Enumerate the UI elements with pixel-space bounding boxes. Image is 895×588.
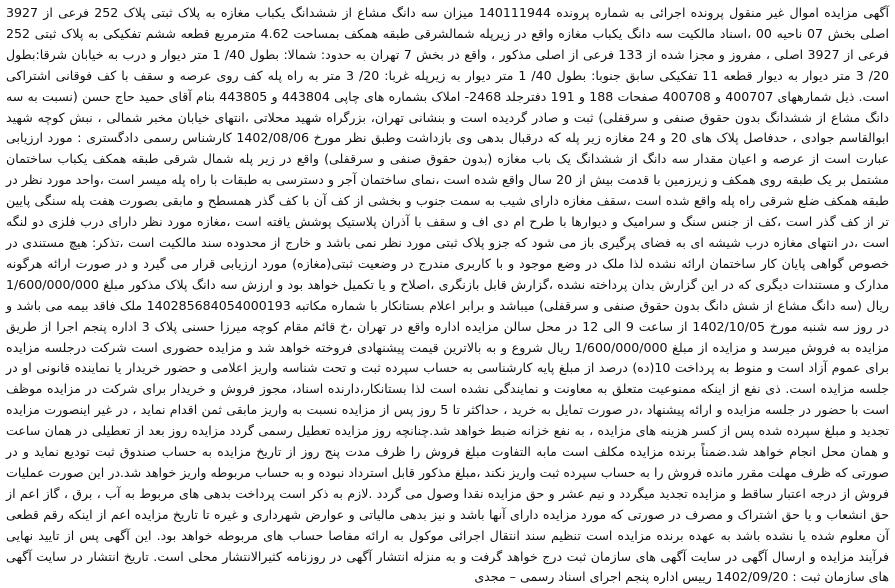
- notice-paragraph: آگهی مزایده اموال غیر منقول پرونده اجرائی به شماره پرونده 140111944 میزان سه دانگ مشاع از ششدانگ یکباب مغازه به پلاک ثبتی پلاک 252 فرعی از 3927 اصلی بخش 07 ناحیه 00 ،اسناد مالکیت سه دانگ یکباب مغازه واقع در زیرپله شمالشرقی طبقه همکف بمساحت 4.62 مترمربع قطعه ششم تفکیکی به پلاک ثبتی 252 فرعی از 3927 اصلی ، مفروز و مجزا شده از 133 فرعی از اصلی مذکور ، واقع در بخش 7 تهران به حدود: شمالا: بطول 40/ 1 متر دیوار و درب به خیابان شرقا:بطول 20/ 3 متر دیوار به دیوار قطعه 11 تفکیکی سابق جنوبا: بطول 40/ 1 متر دیوار به زیرپله غربا: 20/ 3 متر به راه پله کف روی عرصه و سقف با کف فوقانی اشتراکی است. ذیل شمارههای 400707 و 400708 صفحات 188 و 191 دفترجلد 2468- املاک بشماره های چاپی 443804 و 443805 بنام آقای حمید حاج حسن (نسبت به سه دانگ مشاع از ششدانگ بدون حقوق صنفی و سرقفلی) ثبت و صادر گردیده است و بنشانی تهران، بزرگراه شهید محلاتی ،انتهای خیابان مخبر شمالی ، نبش کوچه شهید ابوالقاسم جوادی ، حدفاصل پلاک های 20 و 24 مغازه زیر پله که درقبال بدهی وی بازداشت وطبق نظر مورخ 1402/08/06 کارشناس رسمی دادگستری : مورد ارزیابی عبارت است از عرصه و اعیان مقدار سه دانگ از ششدانگ یک باب مغازه (بدون حقوق صنفی و سرقفلی) واقع در زیر پله شمال شرقی طبقه همکف یکباب ساختمان مشتمل بر یک طبقه روی همکف و زیرزمین با قدمت بیش از 20 سال واقع شده است ،نمای ساختمان آجر و دسترسی به طبقات با راه پله میسر است ،واحد مورد نظر در طبقه همکف ضلع شرقی راه پله واقع شده است ،سقف مغازه دارای شیب به سمت جنوب و بخشی از کف آن با کف گذر همسطح و مابقی بصورت هفت پله سنگی پایین تر از کف گذر است ،کف از جنس سنگ و سرامیک و دیوارها با طرح ام دی اف و سقف با آذران پلاستیک پوشش یافته است ،مغازه مورد نظر دارای درب فلزی دو لنگه است ،در انتهای مغازه درب شیشه ای به فضای پرگیری باز می شود که جزو پلاک ثبتی مورد نظر نمی باشد و خارج از محدوده سند مالکیت است ،تذکر: هیچ مستندی در خصوص گواهی پایان کار ساختمان ارائه نشده لذا ملک در وضع موجود و با کاربری مندرج در وضعیت ثبتی(مغازه) مورد ارزیابی قرار می گیرد و در صورت ارائه هرگونه مدارک و مستندات دیگری که در این گزارش بدان پرداخته نشده ،گزارش قابل بازنگری ،اصلاح و یا تکمیل خواهد بود و ارزش سه دانگ پلاک مذکور مبلغ 1/600/000/000 ریال (سه دانگ مشاع از شش دانگ بدون حقوق صنفی و سرقفلی) میباشد و برابر اعلام بستانکار با شماره مکاتبه 140285684054000193 ملک فاقد بیمه می باشد و در روز سه شنبه مورخ 1402/10/05 از ساعت 9 الی 12 در محل سالن مزایده اداره واقع در تهران ،خ قائم مقام کوچه میرزا حسنی پلاک 3 اداره پنجم اجرا از طریق مزایده به فروش میرسد و مزایده از مبلغ 1/600/000/000 ریال شروع و به بالاترین قیمت پیشنهادی فروخته خواهد شد و مزایده حضوری است شرکت درجلسه مزایده برای عموم آزاد است و منوط به پرداخت 10(ده) درصد از مبلغ پایه کارشناسی به حساب سپرده ثبت و تحت شناسه واریز اعلامی و حضور خریدار یا نماینده قانونی او در جلسه مزایده است. ذی نفع از اینکه ممنوعیت متعلق به معاونت و نمایندگی نشده است لذا بستانکار،دارنده اسناد، مجوز فروش و خریدار برای شرکت در مزایده موظف است با حضور در جلسه مزایده و ارائه پیشنهاد ،در صورت تمایل به خرید ، حداکثر تا 5 روز پس از مزایده نسبت به واریز مابقی ثمن اقدام نماید ، در غیر اینصورت مزایده تجدید و مبلغ سپرده شده پس از کسر هزینه های مزایده ، به نفع خزانه ضبط خواهد شد.چنانچه روز مزایده تعطیل رسمی گردد مزایده روز بعد از تعطیلی در همان ساعت و همان محل انجام خواهد شد.ضمناً برنده مزایده مکلف است مابه التفاوت مبلغ فروش را ظرف مدت پنج روز از تاریخ مزایده به حساب صندوق ثبت تودیع نماید و در صورتی که ظرف مهلت مقرر مانده فروش را به حساب سپرده ثبت واریز نکند ،مبلغ مذکور قابل استرداد نبوده و به حساب مربوطه واریز خواهد شد.در این صورت عملیات فروش از درجه اعتبار ساقط و مزایده تجدید میگردد و نیم عشر و حق مزایده نقدا وصول می گردد .لازم به ذکر است پرداخت بدهی های مربوط به آب ، برق ، گاز اعم از حق انشعاب و یا حق اشتراک و مصرف در صورتی که مورد مزایده دارای آنها باشد و نیز بدهی مالیاتی و عوارض شهرداری و غیره تا تاریخ مزایده اعم از اینکه رقم قطعی آن معلوم شده یا نشده باشد به عهده برنده مزایده است تنظیم سند انتقال اجرائی موکول به ارائه مفاصا حساب های مربوطه خواهد بود. این آگهی پس از تایید نهایی فرآیند مزایده و ارسال آگهی در سایت آگهی های سازمان ثبت درج خواهد گرفت و به منزله انتشار آگهی در روزنامه کثیرالانتشار محلی است. تاریخ انتشار در سایت آگهی های سازمان ثبت : 1402/09/20 رییس اداره پنجم اجرای اسناد رسمی – مجدی: [6, 5, 889, 585]
